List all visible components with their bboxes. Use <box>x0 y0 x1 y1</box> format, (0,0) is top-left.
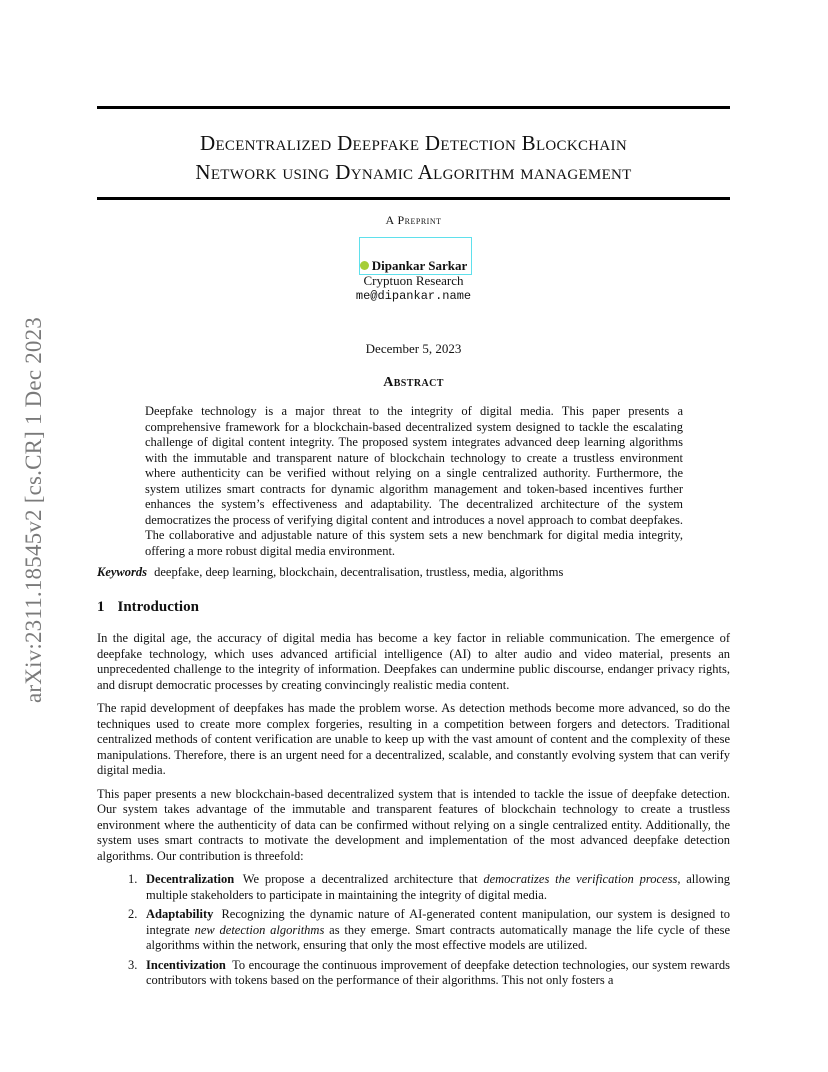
paragraph: The rapid development of deepfakes has made the problem worse. As detection methods become more advanced, so do the techniques used to create more complex forgeries, resulting in a competition between forgers and detectors. Traditional centralized methods of content verification are unable to keep up with the vast amount of content and the complexity of these manipulations. Therefore, there is an urgent need for a decentralized, scalable, and constantly evolving system that can verify digital media. <box>97 701 730 777</box>
list-item-number: 1. <box>128 872 138 886</box>
list-item <box>128 907 731 954</box>
contributions-list <box>97 872 730 989</box>
arxiv-identifier-stamp <box>14 290 54 730</box>
list-item-number: 2. <box>128 907 138 921</box>
list-item-text-after: as they emerge. Smart contracts automatically manage the life cycle of these algorithms within the network, ensuring that only the most effective models are utilized. <box>146 922 731 952</box>
list-item-emphasis: new detection algorithms <box>194 922 325 937</box>
section-title: Introduction <box>117 599 199 615</box>
title-bottom-rule <box>97 197 730 200</box>
introduction-body <box>97 631 730 993</box>
author-affiliation: Cryptuon Research <box>363 273 464 288</box>
title-top-rule <box>97 106 730 109</box>
section-heading <box>97 599 199 616</box>
paragraph: In the digital age, the accuracy of digital media has become a key factor in reliable communication. The emergence of deepfake technology, which uses advanced artificial intelligence (AI) to alter audio and video material, presents an unprecedented challenge to the integrity of information. Deepfakes can undermine public discourse, endanger privacy rights, and disrupt democratic processes by creating convincingly realistic media content. <box>97 631 730 692</box>
section-number: 1 <box>97 599 105 615</box>
author-name[interactable]: Dipankar Sarkar <box>371 258 468 273</box>
list-item-number: 3. <box>128 957 138 972</box>
list-item-emphasis: democratizes the verification process <box>483 872 678 886</box>
list-item-text: Recognizing the dynamic nature of AI-generated content manipulation, our system is designed to integrate <box>146 907 731 937</box>
list-item-term: Decentralization <box>146 872 235 886</box>
list-item-term: Incentivization <box>146 957 226 972</box>
orcid-icon[interactable] <box>360 261 369 270</box>
paper-title-line-1: Decentralized Deepfake Detection Blockchain <box>199 131 627 155</box>
list-item-text-after: , allowing multiple stakeholders to participate in maintaining the integrity of digital media. <box>146 872 730 902</box>
keywords-line <box>97 565 730 581</box>
paper-title <box>97 129 730 187</box>
author-name-line <box>97 258 730 274</box>
abstract-heading: Abstract <box>383 375 444 390</box>
keywords-text: deepfake, deep learning, blockchain, decentralisation, trustless, media, algorithms <box>154 565 564 579</box>
list-item-text: To encourage the continuous improvement of deepfake detection technologies, our system rewards contributors with tokens based on the performance of their algorithms. This not only fosters a <box>146 957 730 987</box>
author-email[interactable]: me@dipankar.name <box>355 289 472 303</box>
keywords-label: Keywords <box>97 565 147 579</box>
list-item-term: Adaptability <box>146 907 214 921</box>
preprint-label: A Preprint <box>385 213 442 227</box>
list-item <box>128 872 730 903</box>
paragraph: This paper presents a new blockchain-based decentralized system that is intended to tackle the issue of deepfake detection. Our system takes advantage of the immutable and transparent features of blockchain technology to create a trustless environment where the authenticity of data can be confirmed without relying on a single centralized entity. Additionally, the system uses smart contracts to motivate the development and implementation of the most advanced deepfake detection algorithms. Our contribution is threefold: <box>97 786 730 863</box>
list-item-text: We propose a decentralized architecture that <box>242 872 478 886</box>
abstract-text: Deepfake technology is a major threat to the integrity of digital media. This paper presents a comprehensive framework for a blockchain-based decentralized system designed to tackle the escalating challenge of digital content integrity. The proposed system integrates advanced deep learning algorithms with the immutable and transparent nature of blockchain technology to create a trustless environment where authenticity can be verified without relying on a single centralized authority. Furthermore, the system utilizes smart contracts for dynamic algorithm management and token-based incentives further enhances the system’s effectiveness and adaptability. The decentralized architecture of the system democratizes the process of verifying digital content and introduces a novel approach to combat deepfakes. The collaborative and adjustable nature of this system sets a new benchmark for digital media integrity, offering a more robust digital media environment. <box>145 404 683 558</box>
publication-date: December 5, 2023 <box>365 341 462 356</box>
arxiv-identifier-text: arXiv:2311.18545v2 [cs.CR] 1 Dec 2023 <box>21 317 46 703</box>
paper-title-line-2: Network using Dynamic Algorithm management <box>195 160 632 184</box>
list-item <box>128 957 730 989</box>
